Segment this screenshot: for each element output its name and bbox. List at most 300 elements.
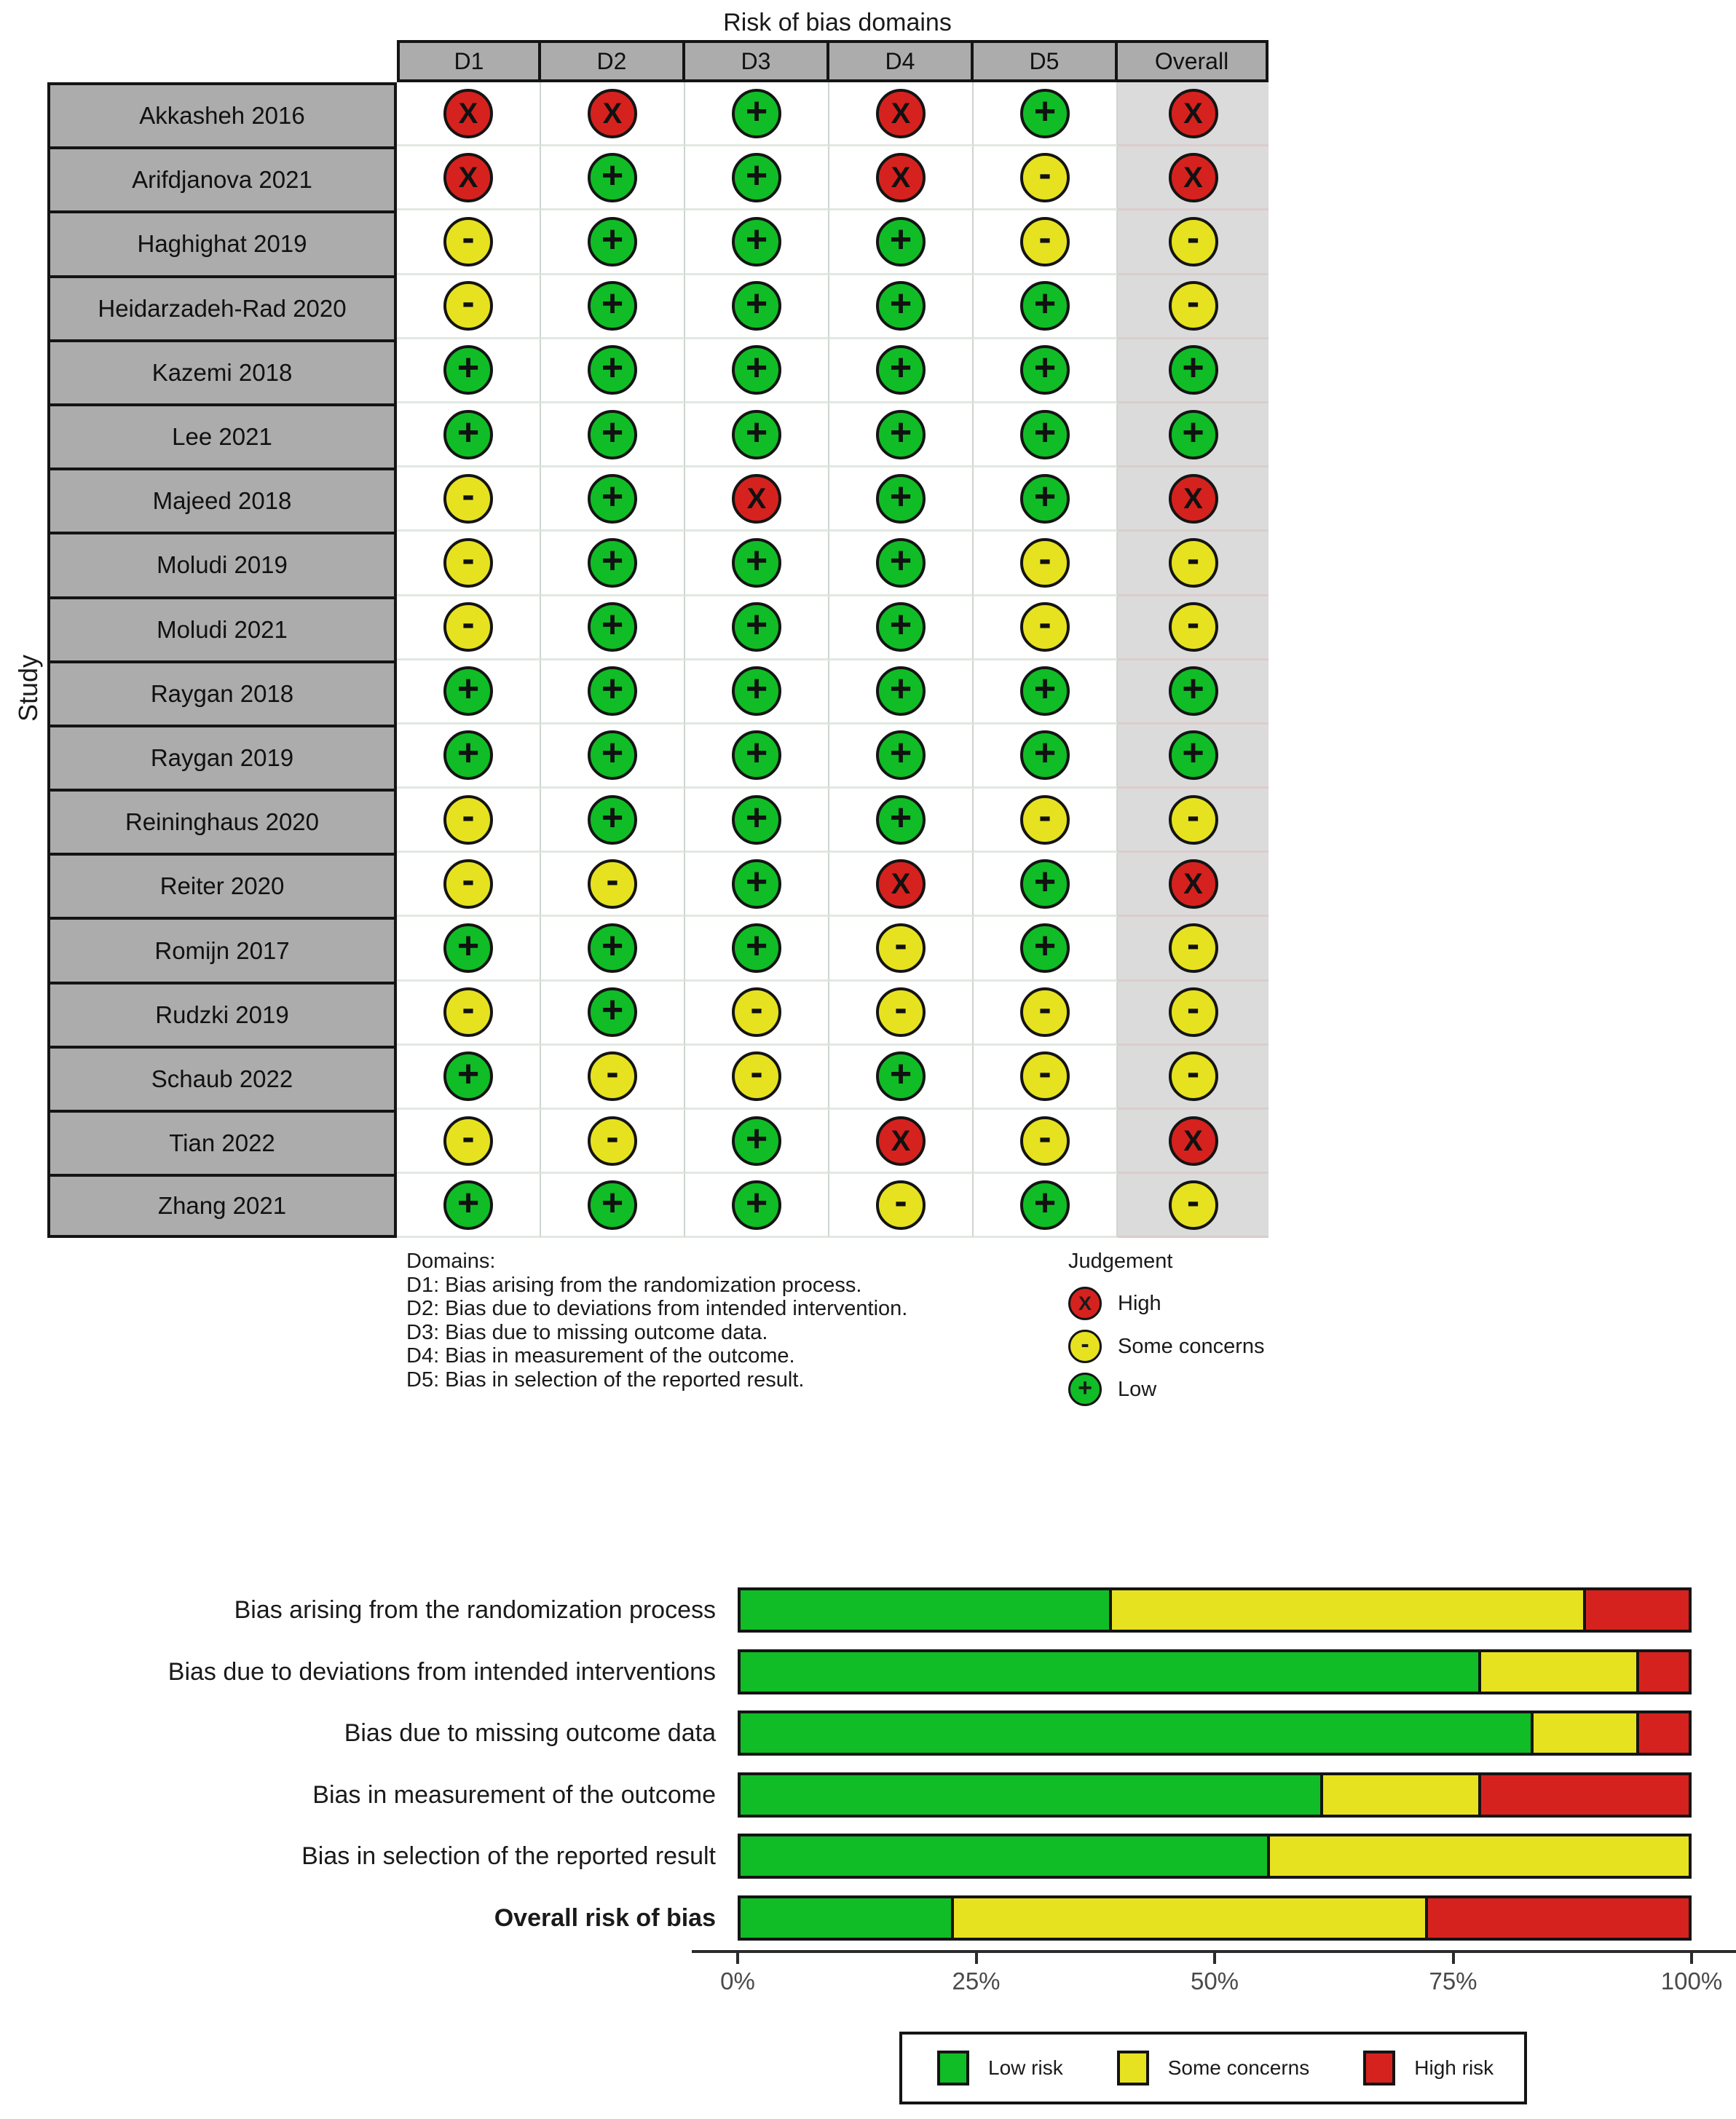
domain-cell xyxy=(541,82,685,146)
domain-cell xyxy=(685,596,829,660)
domains-note-line: D3: Bias due to missing outcome data. xyxy=(406,1320,768,1344)
judgement-circle-some: - xyxy=(876,987,926,1037)
judgement-circle-low: + xyxy=(732,538,781,588)
judgement-legend-item-some xyxy=(1068,1330,1265,1363)
judgement-circle-low: + xyxy=(588,153,637,202)
bar-row xyxy=(0,1649,1736,1694)
study-label: Heidarzadeh-Rad 2020 xyxy=(47,275,397,339)
domain-cell xyxy=(829,660,974,725)
domain-cell xyxy=(974,210,1118,275)
domain-cell xyxy=(974,789,1118,853)
domain-cell xyxy=(974,596,1118,660)
judgement-circle-low: + xyxy=(732,281,781,331)
judgement-circle-some: - xyxy=(443,1116,493,1166)
domain-cell xyxy=(541,789,685,853)
domains-note-line: D1: Bias arising from the randomization process. xyxy=(406,1273,862,1297)
domain-cell xyxy=(974,146,1118,210)
domains-note-line: D5: Bias in selection of the reported result. xyxy=(406,1368,805,1392)
judgement-circle-low: + xyxy=(732,923,781,973)
judgement-legend-item-high xyxy=(1068,1287,1265,1320)
study-label: Zhang 2021 xyxy=(47,1174,397,1238)
judgement-circle-low: + xyxy=(732,153,781,202)
domain-cell xyxy=(541,1046,685,1110)
judgement-circle-some: - xyxy=(732,987,781,1037)
domain-cell xyxy=(685,1110,829,1174)
overall-cell xyxy=(1118,596,1269,660)
domain-cell xyxy=(397,789,541,853)
overall-cell xyxy=(1118,82,1269,146)
domain-cell xyxy=(397,982,541,1046)
domains-note-lines xyxy=(406,1274,907,1392)
domain-cell xyxy=(541,660,685,725)
domain-cell xyxy=(685,82,829,146)
domain-cell xyxy=(541,1174,685,1238)
judgement-circle-low: + xyxy=(588,666,637,716)
domain-cell xyxy=(829,982,974,1046)
overall-cell xyxy=(1118,853,1269,917)
overall-cell xyxy=(1118,532,1269,596)
judgement-circle-low: + xyxy=(876,730,926,780)
judgement-circle-some: - xyxy=(1169,281,1218,331)
domain-cell xyxy=(397,660,541,725)
study-label: Akkasheh 2016 xyxy=(47,82,397,146)
judgement-circle-low: + xyxy=(443,1051,493,1101)
judgement-circle-low: + xyxy=(876,281,926,331)
risk-legend-label: Some concerns xyxy=(1167,2056,1310,2079)
judgement-circle-low: + xyxy=(443,345,493,395)
domain-cell xyxy=(685,146,829,210)
x-axis-tick xyxy=(1213,1953,1216,1964)
judgement-circle-low: + xyxy=(732,217,781,267)
judgement-circle-low: + xyxy=(588,923,637,973)
domain-cell xyxy=(397,82,541,146)
domain-cell xyxy=(685,917,829,981)
overall-cell xyxy=(1118,789,1269,853)
judgement-circle-low: + xyxy=(1020,345,1070,395)
bar-row xyxy=(0,1710,1736,1756)
domain-cell xyxy=(685,275,829,339)
judgement-circle-some: - xyxy=(876,1180,926,1230)
judgement-circle-some: - xyxy=(443,859,493,909)
domain-cell xyxy=(685,532,829,596)
domain-cell xyxy=(974,339,1118,403)
domain-cell xyxy=(829,82,974,146)
judgement-circle-low: + xyxy=(1169,730,1218,780)
domain-cell xyxy=(685,853,829,917)
judgement-circle-high: X xyxy=(732,474,781,524)
study-label: Reininghaus 2020 xyxy=(47,789,397,853)
judgement-circle-low: + xyxy=(732,795,781,845)
bar-segment-high xyxy=(1478,1775,1689,1815)
study-label: Lee 2021 xyxy=(47,403,397,467)
judgement-circle-low: + xyxy=(876,795,926,845)
judgement-circle-low: + xyxy=(1020,859,1070,909)
domain-cell xyxy=(974,275,1118,339)
domain-cell xyxy=(829,403,974,467)
domain-cell xyxy=(829,532,974,596)
domain-cell xyxy=(974,660,1118,725)
domain-cell xyxy=(974,853,1118,917)
judgement-circle-low: + xyxy=(1020,89,1070,138)
bar-segment-some xyxy=(1267,1836,1689,1876)
judgement-circle-low: + xyxy=(1020,923,1070,973)
bar-category-label: Bias in selection of the reported result xyxy=(301,1842,716,1870)
judgement-circle-low: + xyxy=(443,1180,493,1230)
domain-cell xyxy=(829,1174,974,1238)
domain-cell xyxy=(685,725,829,789)
domain-cell xyxy=(974,1046,1118,1110)
judgement-circle-low: + xyxy=(588,538,637,588)
judgement-circle-low: + xyxy=(588,795,637,845)
judgement-legend-label: Some concerns xyxy=(1118,1334,1265,1358)
judgement-legend xyxy=(1068,1250,1265,1416)
judgement-circle-some: - xyxy=(1020,217,1070,267)
judgement-circle-high: X xyxy=(876,1116,926,1166)
overall-cell xyxy=(1118,275,1269,339)
x-axis-tick-label: 100% xyxy=(1660,1968,1723,1994)
study-label: Moludi 2019 xyxy=(47,532,397,596)
judgement-circle-some: - xyxy=(443,795,493,845)
bar-segment-some xyxy=(1109,1590,1583,1630)
judgement-circle-high: X xyxy=(1169,1116,1218,1166)
bar-segment-some xyxy=(1320,1775,1478,1815)
header-cell-d2: D2 xyxy=(541,40,685,82)
domains-note-line: D2: Bias due to deviations from intended intervention. xyxy=(406,1297,908,1320)
domain-cell xyxy=(541,210,685,275)
domain-cell xyxy=(541,1110,685,1174)
domain-cell xyxy=(685,660,829,725)
judgement-circle-low: + xyxy=(588,730,637,780)
judgement-circle-high: X xyxy=(443,89,493,138)
bar-segment-high xyxy=(1636,1652,1689,1692)
domain-cell xyxy=(397,275,541,339)
judgement-circle-some: - xyxy=(443,987,493,1037)
judgement-circle-low: + xyxy=(443,923,493,973)
domain-cell xyxy=(397,1174,541,1238)
bar-segment-low xyxy=(741,1652,1478,1692)
domain-cell xyxy=(397,339,541,403)
judgement-circle-some: - xyxy=(1169,538,1218,588)
table-corner xyxy=(47,40,397,82)
bar-segment-some xyxy=(1478,1652,1636,1692)
domain-cell xyxy=(397,725,541,789)
study-label: Raygan 2019 xyxy=(47,725,397,789)
study-label: Moludi 2021 xyxy=(47,596,397,660)
judgement-circle-high: X xyxy=(1169,153,1218,202)
judgement-legend-label: Low xyxy=(1118,1377,1157,1401)
overall-cell xyxy=(1118,917,1269,981)
bar-segment-some xyxy=(1531,1713,1636,1753)
domain-cell xyxy=(397,1046,541,1110)
judgement-circle-low: + xyxy=(1020,730,1070,780)
judgement-circle-some: - xyxy=(443,217,493,267)
judgement-circle-some: - xyxy=(1169,602,1218,652)
bar-segment-low xyxy=(741,1898,951,1938)
domain-cell xyxy=(541,532,685,596)
judgement-legend-title: Judgement xyxy=(1068,1250,1173,1273)
stacked-bar xyxy=(738,1772,1692,1818)
domains-note-line: D4: Bias in measurement of the outcome. xyxy=(406,1344,795,1368)
overall-cell xyxy=(1118,146,1269,210)
domain-cell xyxy=(541,146,685,210)
study-label: Schaub 2022 xyxy=(47,1046,397,1110)
study-label: Kazemi 2018 xyxy=(47,339,397,403)
overall-cell xyxy=(1118,982,1269,1046)
domain-cell xyxy=(685,1046,829,1110)
judgement-circle-low: + xyxy=(1020,666,1070,716)
domain-cell xyxy=(974,1174,1118,1238)
judgement-legend-items xyxy=(1068,1287,1265,1406)
judgement-circle-low: + xyxy=(588,217,637,267)
traffic-light-title: Risk of bias domains xyxy=(723,9,952,36)
stacked-bar xyxy=(738,1649,1692,1694)
domain-cell xyxy=(541,853,685,917)
domain-cell xyxy=(829,339,974,403)
domain-cell xyxy=(974,982,1118,1046)
judgement-circle-some: - xyxy=(732,1051,781,1101)
domain-cell xyxy=(541,403,685,467)
judgement-circle-low: + xyxy=(732,345,781,395)
judgement-circle-high: X xyxy=(1169,859,1218,909)
bar-row xyxy=(0,1895,1736,1941)
judgement-circle-low: + xyxy=(1169,410,1218,459)
domain-cell xyxy=(397,467,541,532)
x-axis-tick xyxy=(736,1953,739,1964)
judgement-circle-some: - xyxy=(1169,217,1218,267)
judgement-circle-high: X xyxy=(1169,89,1218,138)
x-axis-tick-label: 75% xyxy=(1429,1968,1477,1994)
traffic-light-table xyxy=(47,40,1269,1238)
judgement-circle-some: - xyxy=(1169,1051,1218,1101)
judgement-circle-some: - xyxy=(443,281,493,331)
domain-cell xyxy=(974,917,1118,981)
judgement-circle-some: - xyxy=(1020,987,1070,1037)
overall-cell xyxy=(1118,725,1269,789)
judgement-circle-some: - xyxy=(1020,795,1070,845)
x-axis-tick-label: 50% xyxy=(1190,1968,1239,1994)
judgement-circle-low: + xyxy=(876,410,926,459)
judgement-circle-low: + xyxy=(876,666,926,716)
domain-cell xyxy=(974,403,1118,467)
judgement-circle-some: - xyxy=(1020,602,1070,652)
judgement-circle-high: X xyxy=(443,153,493,202)
overall-cell xyxy=(1118,403,1269,467)
domain-cell xyxy=(829,596,974,660)
domain-cell xyxy=(974,467,1118,532)
stacked-bar xyxy=(738,1710,1692,1756)
domain-cell xyxy=(685,403,829,467)
overall-cell xyxy=(1118,660,1269,725)
judgement-legend-circle-some: - xyxy=(1068,1330,1102,1363)
domain-cell xyxy=(685,789,829,853)
overall-cell xyxy=(1118,210,1269,275)
judgement-circle-some: - xyxy=(443,474,493,524)
judgement-circle-low: + xyxy=(732,410,781,459)
domains-note-heading: Domains: xyxy=(406,1250,496,1273)
judgement-circle-some: - xyxy=(1020,153,1070,202)
judgement-circle-low: + xyxy=(876,538,926,588)
risk-legend-box xyxy=(899,2032,1527,2104)
overall-cell xyxy=(1118,339,1269,403)
domain-cell xyxy=(829,917,974,981)
domain-cell xyxy=(685,339,829,403)
bar-category-label: Bias due to deviations from intended interventions xyxy=(167,1657,716,1686)
judgement-circle-some: - xyxy=(1169,1180,1218,1230)
bar-row xyxy=(0,1772,1736,1818)
judgement-circle-low: + xyxy=(732,730,781,780)
judgement-circle-low: + xyxy=(876,217,926,267)
header-cell-overall: Overall xyxy=(1118,40,1269,82)
domain-cell xyxy=(829,1046,974,1110)
judgement-circle-some: - xyxy=(588,1116,637,1166)
domain-cell xyxy=(541,917,685,981)
judgement-circle-high: X xyxy=(588,89,637,138)
judgement-circle-some: - xyxy=(1020,1116,1070,1166)
domain-cell xyxy=(829,1110,974,1174)
study-label: Majeed 2018 xyxy=(47,467,397,532)
judgement-circle-low: + xyxy=(732,602,781,652)
bar-category-label: Bias due to missing outcome data xyxy=(344,1719,716,1747)
domain-cell xyxy=(829,853,974,917)
overall-cell xyxy=(1118,1110,1269,1174)
judgement-circle-some: - xyxy=(1169,987,1218,1037)
judgement-circle-low: + xyxy=(588,281,637,331)
domain-cell xyxy=(541,339,685,403)
x-axis-tick xyxy=(1452,1953,1455,1964)
domain-cell xyxy=(541,596,685,660)
domain-cell xyxy=(397,146,541,210)
study-label: Tian 2022 xyxy=(47,1110,397,1174)
judgement-circle-high: X xyxy=(876,153,926,202)
bar-row xyxy=(0,1834,1736,1879)
judgement-circle-low: + xyxy=(732,1180,781,1230)
domain-cell xyxy=(397,1110,541,1174)
judgement-circle-some: - xyxy=(1169,923,1218,973)
risk-legend-swatch-high xyxy=(1363,2051,1395,2086)
domain-cell xyxy=(541,725,685,789)
judgement-circle-low: + xyxy=(1169,666,1218,716)
domain-cell xyxy=(685,467,829,532)
domain-cell xyxy=(397,532,541,596)
study-label: Raygan 2018 xyxy=(47,660,397,725)
judgement-circle-some: - xyxy=(1020,538,1070,588)
judgement-circle-low: + xyxy=(588,602,637,652)
judgement-circle-low: + xyxy=(588,474,637,524)
header-cell-d1: D1 xyxy=(397,40,541,82)
bar-segment-low xyxy=(741,1836,1267,1876)
header-cell-d5: D5 xyxy=(974,40,1118,82)
x-axis-tick-label: 0% xyxy=(720,1968,755,1994)
bar-segment-high xyxy=(1583,1590,1689,1630)
judgement-circle-low: + xyxy=(588,410,637,459)
bar-row xyxy=(0,1587,1736,1633)
judgement-legend-circle-high: X xyxy=(1068,1287,1102,1320)
domain-cell xyxy=(397,403,541,467)
header-cell-d3: D3 xyxy=(685,40,829,82)
risk-legend-item-some xyxy=(1117,2051,1310,2086)
domain-cell xyxy=(829,789,974,853)
judgement-circle-low: + xyxy=(1020,281,1070,331)
domain-cell xyxy=(829,467,974,532)
domain-cell xyxy=(974,532,1118,596)
risk-legend-item-high xyxy=(1363,2051,1494,2086)
domain-cell xyxy=(685,210,829,275)
bar-segment-low xyxy=(741,1590,1109,1630)
stacked-bar xyxy=(738,1587,1692,1633)
judgement-circle-low: + xyxy=(443,730,493,780)
header-cell-d4: D4 xyxy=(829,40,974,82)
judgement-circle-high: X xyxy=(876,859,926,909)
judgement-circle-some: - xyxy=(1169,795,1218,845)
judgement-circle-low: + xyxy=(876,1051,926,1101)
domains-note xyxy=(406,1250,907,1392)
judgement-circle-low: + xyxy=(1169,345,1218,395)
domain-cell xyxy=(829,725,974,789)
bar-segment-some xyxy=(951,1898,1425,1938)
judgement-circle-some: - xyxy=(443,538,493,588)
bar-segment-low xyxy=(741,1713,1531,1753)
bar-category-label: Bias in measurement of the outcome xyxy=(312,1780,716,1809)
judgement-circle-low: + xyxy=(1020,410,1070,459)
risk-legend-swatch-low xyxy=(937,2051,969,2086)
judgement-circle-low: + xyxy=(732,859,781,909)
judgement-circle-low: + xyxy=(732,89,781,138)
overall-cell xyxy=(1118,1046,1269,1110)
domain-cell xyxy=(397,853,541,917)
study-label: Rudzki 2019 xyxy=(47,982,397,1046)
domain-cell xyxy=(541,982,685,1046)
overall-cell xyxy=(1118,1174,1269,1238)
bar-category-label: Bias arising from the randomization process xyxy=(234,1595,716,1624)
x-axis-tick xyxy=(1690,1953,1693,1964)
risk-legend-item-low xyxy=(937,2051,1063,2086)
judgement-circle-low: + xyxy=(876,345,926,395)
domain-cell xyxy=(397,596,541,660)
domain-cell xyxy=(829,275,974,339)
risk-legend-label: Low risk xyxy=(988,2056,1063,2079)
judgement-circle-high: X xyxy=(1169,474,1218,524)
domain-cell xyxy=(541,275,685,339)
study-label: Romijn 2017 xyxy=(47,917,397,981)
judgement-circle-low: + xyxy=(588,1180,637,1230)
bar-segment-low xyxy=(741,1775,1320,1815)
domain-cell xyxy=(397,917,541,981)
risk-legend-swatch-some xyxy=(1117,2051,1149,2086)
x-axis-tick-label: 25% xyxy=(952,1968,1001,1994)
judgement-legend-label: High xyxy=(1118,1291,1161,1315)
x-axis-tick xyxy=(975,1953,978,1964)
domain-cell xyxy=(974,82,1118,146)
domain-cell xyxy=(685,982,829,1046)
judgement-circle-low: + xyxy=(588,345,637,395)
risk-legend-label: High risk xyxy=(1414,2056,1494,2079)
judgement-circle-low: + xyxy=(732,666,781,716)
judgement-circle-low: + xyxy=(1020,1180,1070,1230)
stacked-bar xyxy=(738,1895,1692,1941)
study-axis-label: Study xyxy=(13,654,43,722)
judgement-circle-low: + xyxy=(588,987,637,1037)
bar-segment-high xyxy=(1425,1898,1689,1938)
judgement-circle-some: - xyxy=(1020,1051,1070,1101)
judgement-circle-low: + xyxy=(443,666,493,716)
judgement-circle-low: + xyxy=(876,602,926,652)
judgement-circle-low: + xyxy=(732,1116,781,1166)
study-label: Haghighat 2019 xyxy=(47,210,397,275)
judgement-circle-some: - xyxy=(876,923,926,973)
judgement-circle-high: X xyxy=(876,89,926,138)
domain-cell xyxy=(829,146,974,210)
domain-cell xyxy=(685,1174,829,1238)
